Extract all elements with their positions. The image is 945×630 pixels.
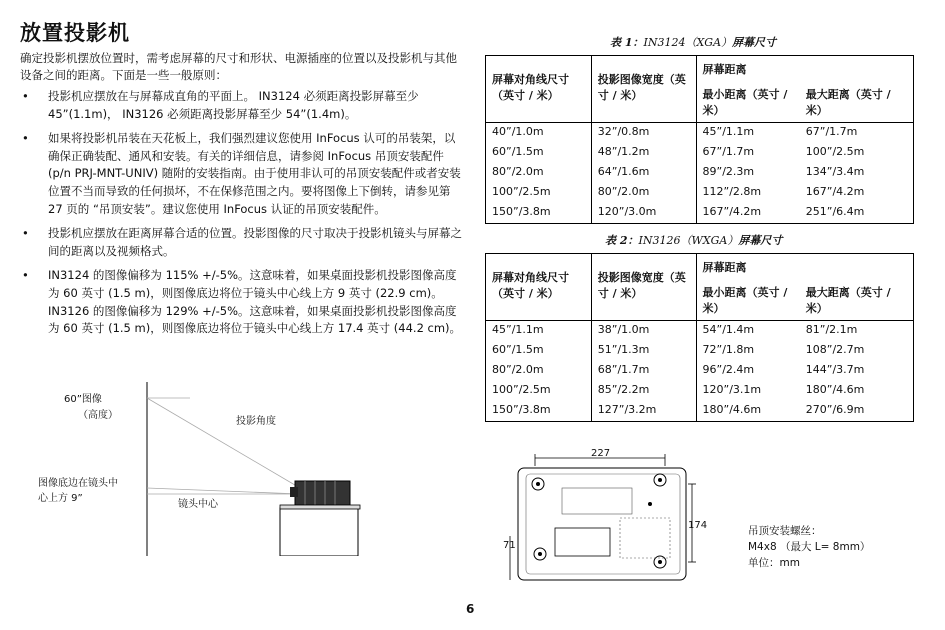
image-height-label: 60”图像 — [64, 394, 102, 405]
table-row: 80”/2.0m 64”/1.6m 89”/2.3m 134”/3.4m — [486, 163, 914, 183]
table-row: 100”/2.5m 85”/2.2m 120”/3.1m 180”/4.6m — [486, 381, 914, 401]
bullet-icon: • — [22, 226, 29, 241]
dim-width-label: 227 — [591, 448, 611, 459]
offset-label: 图像底边在镜头中 — [38, 478, 118, 489]
header-width: 投影图像宽度（英寸 / 米） — [591, 254, 696, 321]
mount-note-2: M4x8 （最大 L= 8mm） — [748, 541, 871, 553]
table-row: 40”/1.0m 32”/0.8m 45”/1.1m 67”/1.7m — [486, 123, 914, 144]
page-number: 6 — [466, 602, 475, 616]
intro-paragraph: 确定投影机摆放位置时，需考虑屏幕的尺寸和形状、电源插座的位置以及投影机与其他设备之间的距离。下面是一些一般原则： — [20, 51, 457, 82]
list-item: • 如果将投影机吊装在天花板上，我们强烈建议您使用 InFocus 认可的吊装架，以确保正确装配、通风和安装。有关的详细信息，请参阅 InFocus 吊顶安装配件 (p/n PRJ-MNT-UNIV) 随附的安装指南。由于使用非认可的吊顶安装配件或者安装位置不当而导致的任何损坏，不在保修范围之内。要将图像上下倒转，请参见第 27 页的 “吊顶安装”。建议您使用 InFocus 认证的吊顶安装配件。 — [22, 131, 461, 216]
table-row: 150”/3.8m 120”/3.0m 167”/4.2m 251”/6.4m — [486, 203, 914, 224]
image-height-unit-label: （高度） — [78, 410, 118, 421]
table-row: 100”/2.5m 80”/2.0m 112”/2.8m 167”/4.2m — [486, 183, 914, 203]
projector-shape — [295, 481, 350, 505]
table-row: 45”/1.1m 38”/1.0m 54”/1.4m 81”/2.1m — [486, 321, 914, 342]
lens-center-label: 镜头中心 — [178, 499, 218, 510]
dim-small-label: 71 — [503, 540, 516, 551]
table2-caption: 表 2：IN3126（WXGA）屏幕尺寸 — [605, 234, 783, 247]
mount-note-3: 单位：mm — [748, 557, 800, 569]
list-item: • IN3124 的图像偏移为 115% +/-5%。这意味着，如果桌面投影机投影图像高度为 60 英寸 (1.5 m)，则图像底边将位于镜头中心线上方 9 英寸 (22.9 cm)。 IN3126 的图像偏移为 129% +/-5%。这意味着，如果桌面投影机投影图像高度为 60 英寸 (1.5 m)，则图像底边将位于镜头中心线上方 17.4 英寸 (44.2 cm)。 — [22, 268, 462, 336]
bullet-icon: • — [22, 131, 29, 146]
table-row: 60”/1.5m 48”/1.2m 67”/1.7m 100”/2.5m — [486, 143, 914, 163]
list-item: • 投影机应摆放在距离屏幕合适的位置。投影图像的尺寸取决于投影机镜头与屏幕之间的距离以及视频格式。 — [22, 226, 462, 258]
placement-diagram — [130, 378, 365, 556]
header-max: 最大距离（英寸 / 米） — [800, 81, 914, 123]
table-shape — [280, 508, 358, 556]
header-distance: 屏幕距离 — [696, 56, 913, 82]
guideline-list — [20, 88, 465, 345]
header-distance: 屏幕距离 — [696, 254, 913, 280]
offset-label-2: 心上方 9” — [38, 493, 83, 504]
mount-note-1: 吊顶安装螺丝： — [748, 525, 822, 537]
header-max: 最大距离（英寸 / 米） — [800, 279, 914, 321]
bullet-icon: • — [22, 268, 29, 283]
table-row: 150”/3.8m 127”/3.2m 180”/4.6m 270”/6.9m — [486, 401, 914, 422]
table-row: 60”/1.5m 51”/1.3m 72”/1.8m 108”/2.7m — [486, 341, 914, 361]
header-min: 最小距离（英寸 / 米） — [696, 81, 800, 123]
header-diag: 屏幕对角线尺寸（英寸 / 米） — [486, 56, 592, 123]
dim-height-label: 174 — [688, 520, 708, 531]
header-width: 投影图像宽度（英寸 / 米） — [591, 56, 696, 123]
list-item: • 投影机应摆放在与屏幕成直角的平面上。 IN3124 必须距离投影屏幕至少 45”(1.1m)， IN3126 必须距离投影屏幕至少 54”(1.4m)。 — [22, 89, 419, 121]
table1-caption: 表 1：IN3124（XGA）屏幕尺寸 — [610, 36, 777, 49]
bullet-icon: • — [22, 89, 29, 103]
angle-label: 投影角度 — [236, 416, 276, 427]
header-min: 最小距离（英寸 / 米） — [696, 279, 800, 321]
ceiling-mount-diagram — [500, 444, 700, 584]
page-title: 放置投影机 — [20, 21, 130, 45]
table2-screen-size — [485, 253, 914, 422]
table-row: 80”/2.0m 68”/1.7m 96”/2.4m 144”/3.7m — [486, 361, 914, 381]
header-diag: 屏幕对角线尺寸（英寸 / 米） — [486, 254, 592, 321]
table1-screen-size — [485, 55, 914, 224]
